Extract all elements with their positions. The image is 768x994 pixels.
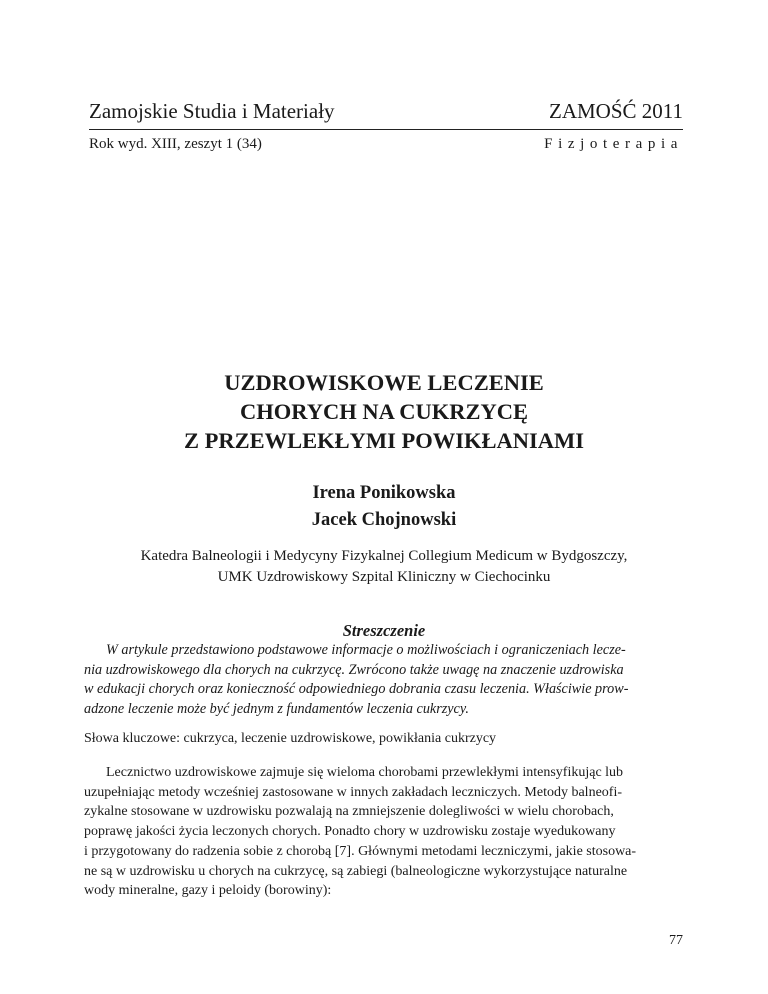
- abstract-heading: Streszczenie: [342, 621, 426, 640]
- abstract-line: adzone leczenie może być jednym z fundamentów leczenia cukrzycy.: [84, 700, 469, 717]
- keywords: Słowa kluczowe: cukrzyca, leczenie uzdrowiskowe, powikłania cukrzycy: [84, 731, 497, 746]
- section-name: Fizjoterapia: [544, 136, 683, 152]
- body-line: ne są w uzdrowisku u chorych na cukrzycę, są zabiegi (balneologiczne wykorzystujące naturalne: [84, 863, 628, 879]
- abstract-line: W artykule przedstawiono podstawowe informacje o możliwościach i ograniczeniach lecze-: [106, 642, 626, 658]
- page-number: 77: [669, 933, 683, 948]
- body-line: Lecznictwo uzdrowiskowe zajmuje się wieloma chorobami przewlekłymi intensyfikując lub: [106, 765, 624, 780]
- author-list: [0, 480, 768, 534]
- affiliation-line: UMK Uzdrowiskowy Szpital Kliniczny w Ciechocinku: [217, 569, 551, 585]
- body-line: uzupełniając metody wcześniej zastosowane w innych zakładach leczniczych. Metody balneofi-: [84, 784, 622, 800]
- volume-info: Rok wyd. XIII, zeszyt 1 (34): [89, 136, 262, 152]
- abstract-line: nia uzdrowiskowego dla chorych na cukrzycę. Zwrócono także uwagę na znaczenie uzdrowiska: [84, 661, 624, 678]
- body-line: poprawę jakości życia leczonych chorych. Ponadto chory w uzdrowisku zostaje wyedukowany: [84, 824, 616, 840]
- author-name: Irena Ponikowska: [312, 483, 456, 503]
- body-line: wody mineralne, gazy i peloidy (borowiny):: [84, 883, 332, 899]
- place-and-year: ZAMOŚĆ 2011: [549, 99, 683, 123]
- header-rule: [89, 129, 683, 130]
- affiliation-line: Katedra Balneologii i Medycyny Fizykalnej Collegium Medicum w Bydgoszczy,: [140, 548, 628, 564]
- abstract-text: [84, 641, 684, 719]
- title-line: UZDROWISKOWE LECZENIE: [224, 370, 544, 395]
- title-line: Z PRZEWLEKŁYMI POWIKŁANIAMI: [183, 428, 585, 453]
- title-line: CHORYCH NA CUKRZYCĘ: [240, 399, 528, 424]
- abstract-line: w edukacji chorych oraz konieczność odpowiedniego dobrania czasu leczenia. Właściwie prow-: [84, 681, 629, 698]
- affiliation: [0, 546, 768, 588]
- body-paragraph: [84, 763, 684, 901]
- author-name: Jacek Chojnowski: [311, 510, 457, 530]
- article-title: [0, 368, 768, 455]
- journal-name: Zamojskie Studia i Materiały: [89, 99, 335, 123]
- body-line: i przygotowany do radzenia sobie z chorobą [7]. Głównymi metodami leczniczymi, jakie stosowa-: [84, 843, 637, 859]
- body-line: zykalne stosowane w uzdrowisku pozwalają na zmniejszenie dolegliwości w wielu chorobach,: [84, 804, 614, 820]
